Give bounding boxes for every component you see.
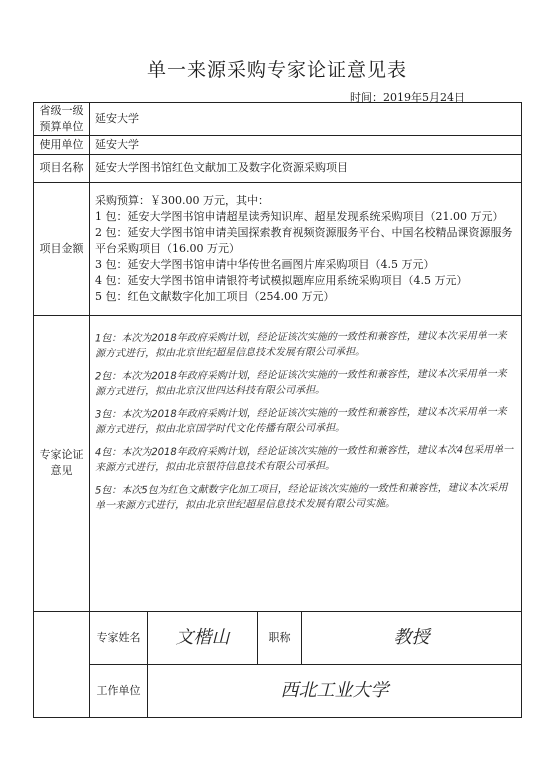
expert-title-handwritten: 教授 [393,626,430,648]
budget-item-3: 3 包：延安大学图书馆申请中华传世名画图片库采购项目（4.5 万元） [95,257,435,271]
budget-item-4: 4 包：延安大学图书馆申请银符考试模拟题库应用系统采购项目（4.5 万元） [95,273,468,287]
expert-name-label: 专家姓名 [90,611,148,664]
opinion-package-1: 1包：本次为2018年政府采购计划，经论证该次实施的一致性和兼容性，建议本次采用单一来源方式进行，拟由北京世纪超星信息技术发展有限公司承担。 [94,330,507,360]
budget-item-5: 5 包：红色文献数字化加工项目（254.00 万元） [95,289,335,303]
opinion-package-5: 5包：本次5包为红色文献数字化加工项目，经论证该次实施的一致性和兼容性，建议本次采用单一来源方式进行，拟由北京世纪超星信息技术发展有限公司实施。 [94,482,508,512]
work-unit-label: 工作单位 [90,664,148,717]
work-unit-handwritten: 西北工业大学 [280,679,389,701]
form-title: 单一来源采购专家论证意见表 [146,59,407,81]
row-budget-unit [34,103,522,136]
expert-signature: 文楷山 [175,626,230,648]
opinion-package-4: 4包：本次为2018年政府采购计划，经论证该次实施的一致性和兼容性，建议本次4包采用单一来源方式进行，拟由北京银符信息技术有限公司承担。 [94,444,514,474]
expert-opinion-label: 专家论证意见 [34,315,90,611]
row-work-unit [34,664,522,717]
user-unit-label: 使用单位 [34,135,90,154]
work-unit-value [148,664,522,717]
row-project-name [34,154,522,182]
budget-total: 采购预算：￥300.00 万元，其中： [95,194,269,208]
budget-unit-label: 省级一级预算单位 [34,103,90,136]
form-date: 时间：2019年5月24日 [350,91,465,104]
user-unit-value: 延安大学 [90,135,522,154]
opinion-form-table [33,102,522,718]
project-name-label: 项目名称 [34,154,90,182]
expert-title-label: 职称 [258,611,302,664]
opinion-package-3: 3包：本次为2018年政府采购计划，经论证该次实施的一致性和兼容性，建议本次采用单一来源方式进行，拟由北京国学时代文化传播有限公司承担。 [94,406,507,436]
budget-unit-value: 延安大学 [90,103,522,136]
project-amount-label: 项目金额 [34,182,90,315]
budget-item-2: 2 包：延安大学图书馆申请美国探索教育视频资源服务平台、中国名校精品课资源服务平台采购项目（16.00 万元） [95,225,513,255]
expert-opinion-value [90,315,522,611]
budget-item-1: 1 包：延安大学图书馆申请超星读秀知识库、超星发现系统采购项目（21.00 万元） [95,210,504,224]
expert-name-value [148,611,258,664]
row-user-unit [34,135,522,154]
row-expert-name [34,611,522,664]
blank-cell [34,611,90,717]
row-expert-opinion [34,315,522,611]
opinion-package-2: 2包：本次为2018年政府采购计划，经论证该次实施的一致性和兼容性，建议本次采用单一来源方式进行，拟由北京汉世四达科技有限公司承担。 [94,368,507,398]
project-amount-value [90,182,522,315]
expert-title-value [302,611,522,664]
project-name-value: 延安大学图书馆红色文献加工及数字化资源采购项目 [90,154,522,182]
row-project-amount [34,182,522,315]
